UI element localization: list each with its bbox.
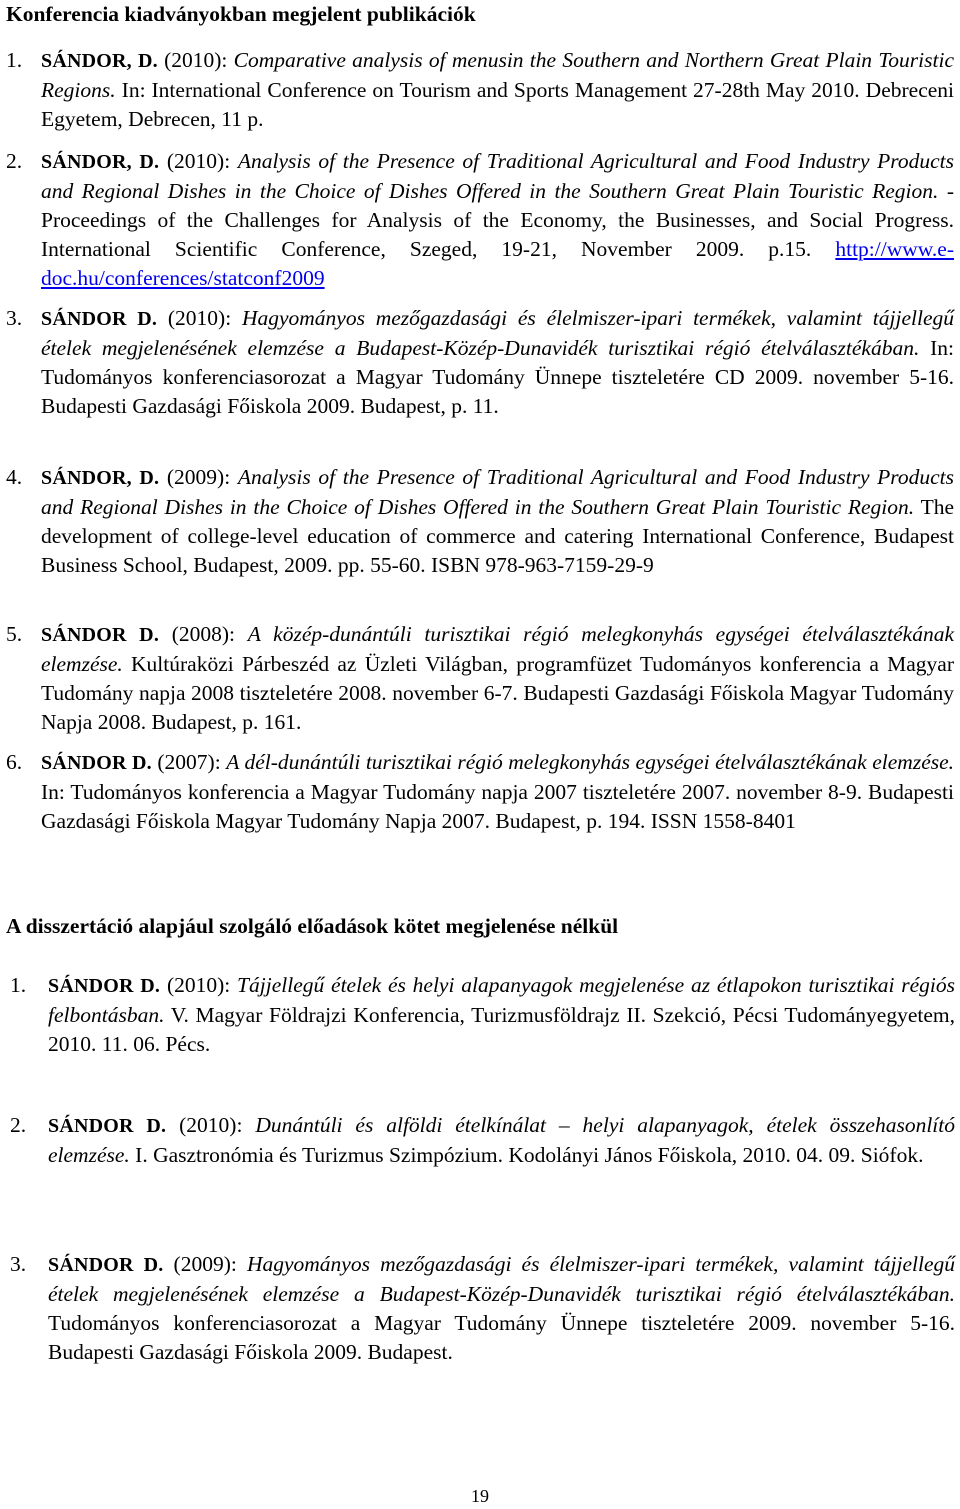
reference-year: (2010): [164, 48, 228, 72]
reference-details: V. Magyar Földrajzi Konferencia, Turizmusföldrajz II. Szekció, Pécsi Tudományegyetem, 2010. 11. 06. Pécs. [48, 1003, 955, 1056]
reference-number: 6. [6, 750, 23, 774]
reference-details: In: Tudományos konferencia a Magyar Tudomány napja 2007 tiszteletére 2007. november 8-9. Budapesti Gazdasági Főiskola Magyar Tudomány Napja 2007. Budapest, p. 194. ISSN 1558-8401 [41, 780, 954, 833]
reference-number: 3. [10, 1252, 27, 1276]
reference-title: Dunántúli és alföldi ételkínálat – helyi alapanyagok, ételek összehasonlító elemzése. [48, 1113, 956, 1167]
reference-year: (2007): [157, 750, 221, 774]
page-number: 19 [471, 1486, 489, 1506]
reference-item [10, 1250, 955, 1367]
reference-number: 5. [6, 622, 23, 646]
section-heading-presentations: A disszertáció alapjául szolgáló előadások kötet megjelenése nélkül [6, 914, 619, 938]
reference-item [6, 304, 954, 421]
reference-author: SÁNDOR D. [48, 1115, 167, 1137]
reference-author: SÁNDOR, D. [41, 151, 160, 173]
reference-author: SÁNDOR D. [41, 752, 152, 774]
reference-details: In: International Conference on Tourism and Sports Management 27-28th May 2010. Debreceni Egyetem, Debrecen, 11 p. [41, 78, 955, 131]
reference-details: Kultúraközi Párbeszéd az Üzleti Világban, programfüzet Tudományos konferencia a Magyar Tudomány napja 2008 tiszteletére 2008. november 6-7. Budapesti Gazdasági Főiskola Magyar Tudomány Napja 2008. Budapest, p. 161. [41, 652, 955, 734]
reference-year: (2010): [166, 149, 231, 173]
reference-details: In: Tudományos konferenciasorozat a Magyar Tudomány Ünnepe tiszteletére CD 2009. november 5-16. Budapesti Gazdasági Főiskola 2009. Budapest, p. 11. [41, 336, 954, 418]
reference-author: SÁNDOR, D. [41, 467, 160, 489]
reference-author: SÁNDOR D. [48, 975, 161, 997]
reference-year: (2008): [171, 622, 236, 646]
reference-item [6, 620, 954, 737]
reference-year: (2010): [179, 1113, 243, 1137]
reference-author: SÁNDOR, D. [41, 50, 158, 72]
reference-title: Comparative analysis of menusin the Southern and Northern Great Plain Touristic Regions. [41, 48, 955, 102]
reference-number: 1. [10, 973, 27, 997]
reference-item [6, 748, 954, 836]
reference-number: 1. [6, 48, 23, 72]
reference-title: A közép-dunántúli turisztikai régió melegkonyhás egységei ételválasztékának elemzése. [41, 622, 955, 676]
reference-title: Analysis of the Presence of Traditional Agricultural and Food Industry Products and Regional Dishes in the Choice of Dishes Offered in the Southern Great Plain Touristic Region. [41, 149, 955, 203]
reference-year: (2009): [173, 1252, 237, 1276]
reference-item [6, 46, 954, 134]
reference-number: 4. [6, 465, 23, 489]
reference-item [6, 463, 954, 580]
reference-details: I. Gasztronómia és Turizmus Szimpózium. Kodolányi János Főiskola, 2010. 04. 09. Siófok. [135, 1143, 924, 1167]
reference-item [6, 147, 954, 293]
reference-details: Tudományos konferenciasorozat a Magyar Tudomány Ünnepe tiszteletére 2009. november 5-16. Budapesti Gazdasági Főiskola 2009. Budapest. [48, 1311, 955, 1364]
reference-year: (2010): [166, 973, 231, 997]
reference-item [10, 971, 955, 1059]
reference-year: (2009): [166, 465, 231, 489]
reference-title: Analysis of the Presence of Traditional Agricultural and Food Industry Products and Regional Dishes in the Choice of Dishes Offered in the Southern Great Plain Touristic Region. [41, 465, 955, 519]
reference-number: 2. [6, 149, 23, 173]
conference-link[interactable]: http://www.e-doc.hu/conferences/statconf2009 [41, 237, 954, 290]
section-heading-conference: Konferencia kiadványokban megjelent publikációk [6, 2, 476, 26]
reference-title: Tájjellegű ételek és helyi alapanyagok megjelenése az étlapokon turisztikai régiós felbontásban. [48, 973, 956, 1027]
reference-title: A dél-dunántúli turisztikai régió melegkonyhás egységei ételválasztékának elemzése. [226, 750, 955, 774]
reference-author: SÁNDOR D. [48, 1254, 164, 1276]
reference-number: 3. [6, 306, 23, 330]
reference-title: Hagyományos mezőgazdasági és élelmiszer-ipari termékek, valamint tájjellegű ételek megjelenésének elemzése a Budapest-Közép-Dunavidék turisztikai régió ételválasztékában. [48, 1252, 956, 1306]
reference-item [10, 1111, 955, 1170]
reference-title: Hagyományos mezőgazdasági és élelmiszer-ipari termékek, valamint tájjellegű ételek megjelenésének elemzése a Budapest-Közép-Dunavidék turisztikai régió ételválasztékában. [41, 306, 955, 360]
reference-number: 2. [10, 1113, 27, 1137]
reference-author: SÁNDOR D. [41, 308, 158, 330]
reference-details: - Proceedings of the Challenges for Analysis of the Economy, the Businesses, and Social Progress. International Scientific Conference, Szeged, 19-21, November 2009. p.15. [41, 179, 955, 261]
reference-author: SÁNDOR D. [41, 624, 160, 646]
reference-details: The development of college-level education of commerce and catering International Conference, Budapest Business School, Budapest, 2009. pp. 55-60. ISBN 978-963-7159-29-9 [41, 495, 954, 577]
reference-year: (2010): [167, 306, 232, 330]
